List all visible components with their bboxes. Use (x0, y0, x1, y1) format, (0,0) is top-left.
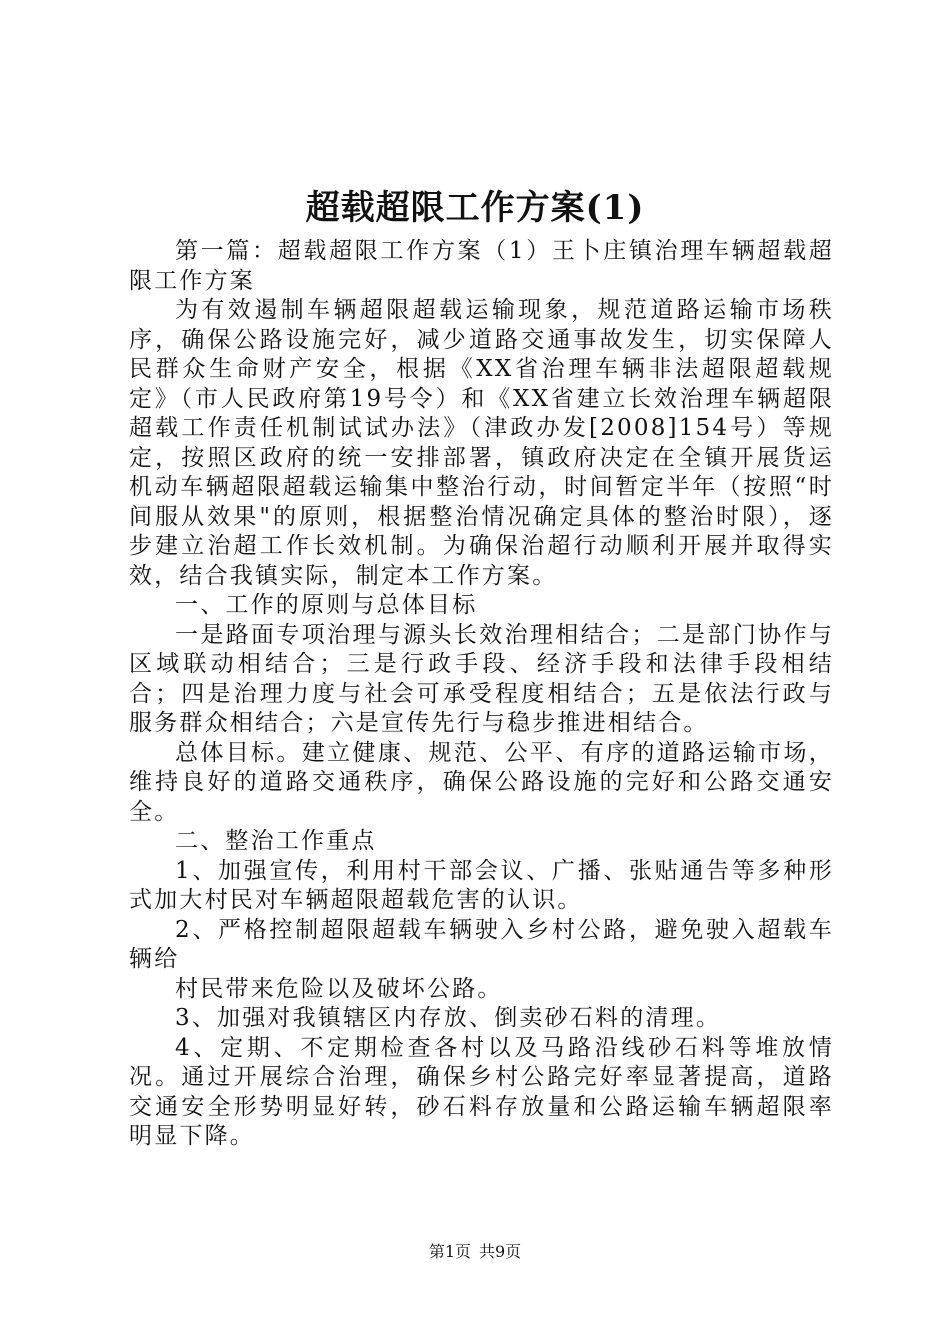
document-body (129, 237, 834, 1152)
list-item-2: 2、严格控制超限超载车辆驶入乡村公路，避免驶入超载车辆给 (129, 916, 834, 972)
paragraph-heading-line: 第一篇：超载超限工作方案（1）王卜庄镇治理车辆超载超限工作方案 (129, 238, 834, 294)
page-number: 第1页 (428, 1242, 471, 1261)
list-item-1: 1、加强宣传，利用村干部会议、广播、张贴通告等多种形式加大村民对车辆超限超载危害的认识。 (129, 857, 834, 913)
section-heading-key-tasks: 二、整治工作重点 (175, 828, 377, 854)
paragraph-overall-goal: 总体目标。建立健康、规范、公平、有序的道路运输市场，维持良好的道路交通秩序，确保公路设施的完好和公路交通安全。 (129, 739, 834, 825)
paragraph-principles: 一是路面专项治理与源头长效治理相结合；二是部门协作与区域联动相结合；三是行政手段、经济手段和法律手段相结合；四是治理力度与社会可承受程度相结合；五是依法行政与服务群众相结合；六是宣传先行与稳步推进相结合。 (129, 621, 834, 736)
paragraph-intro: 为有效遏制车辆超限超载运输现象，规范道路运输市场秩序，确保公路设施完好，减少道路交通事故发生，切实保障人民群众生命财产安全，根据《XX省治理车辆非法超限超载规定》（市人民政府第19号令）和《XX省建立长效治理车辆超限超载工作责任机制试试办法》（津政办发[2008]154号）等规定，按照区政府的统一安排部署，镇政府决定在全镇开展货运机动车辆超限超载运输集中整治行动，时间暂定半年（按照“时间服从效果"的原则，根据整治情况确定具体的整治时限），逐步建立治超工作长效机制。为确保治超行动顺利开展并取得实效，结合我镇实际，制定本工作方案。 (129, 297, 834, 589)
section-heading-principles: 一、工作的原则与总体目标 (175, 592, 478, 618)
list-item-3: 3、加强对我镇辖区内存放、倒卖砂石料的清理。 (175, 1005, 722, 1031)
page-total: 共9页 (479, 1242, 522, 1261)
document-title: 超载超限工作方案(1) (305, 188, 645, 228)
page-footer (0, 1241, 950, 1263)
list-item-4: 4、定期、不定期检查各村以及马路沿线砂石料等堆放情况。通过开展综合治理，确保乡村公路完好率显著提高，道路交通安全形势明显好转，砂石料存放量和公路运输车辆超限率明显下降。 (129, 1034, 834, 1149)
list-item-2-continuation: 村民带来危险以及破坏公路。 (175, 975, 503, 1002)
